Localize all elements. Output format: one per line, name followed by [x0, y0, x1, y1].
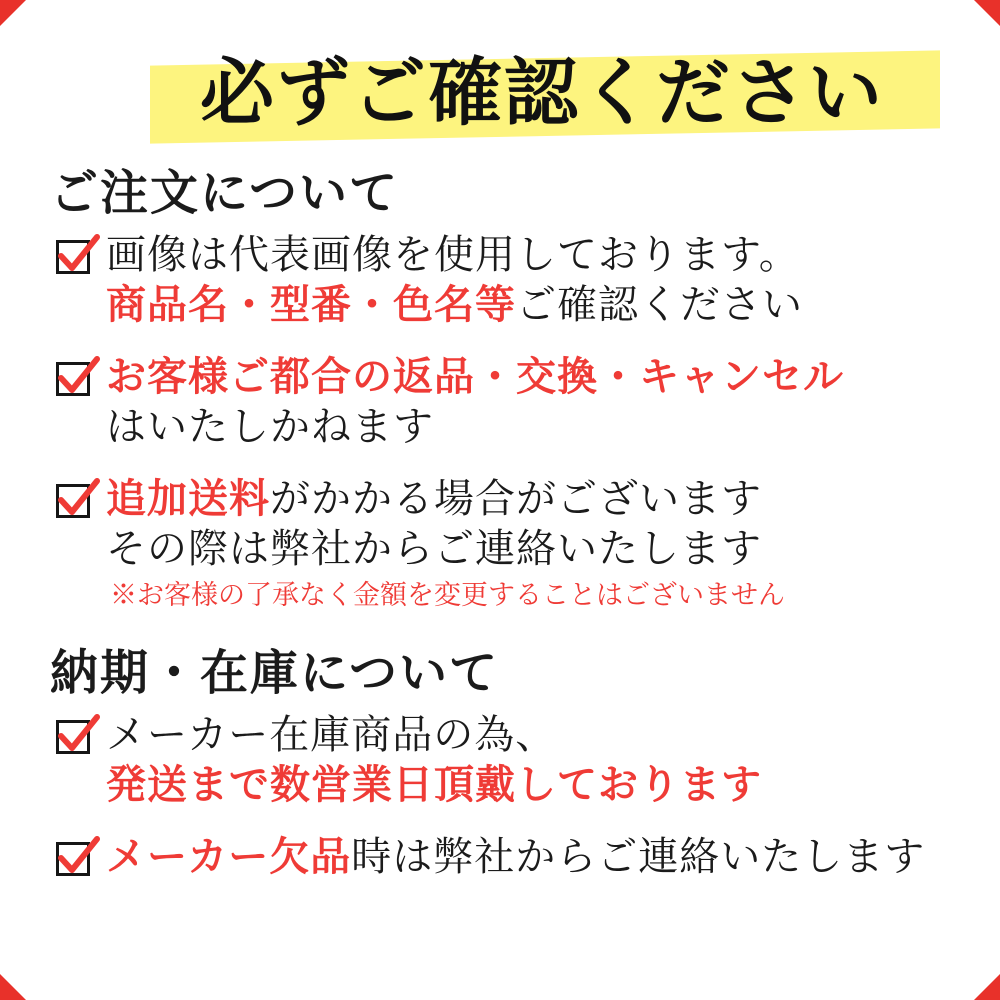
list-item-line [106, 832, 958, 882]
normal-text: 時は弊社からご連絡いたします [351, 834, 926, 880]
checkbox-checked-icon [54, 358, 96, 400]
list-item [54, 832, 958, 882]
list-item [54, 474, 958, 616]
list-item-line [106, 280, 958, 330]
list-item-note: ※お客様の了承なく金額を変更することはございません [110, 580, 785, 611]
checkbox-checked-icon [54, 480, 96, 522]
list-item [54, 352, 958, 452]
list-item-line: メーカー在庫商品の為、 [106, 712, 557, 758]
normal-text: がかかる場合がございます [270, 476, 762, 522]
emphasis-text: メーカー欠品 [106, 833, 352, 880]
list-item-line: 発送まで数営業日頂戴しております [106, 761, 762, 808]
normal-text: ご確認ください [516, 282, 803, 328]
list-item-line: はいたしかねます [106, 404, 434, 450]
section-heading-orders: ご注文について [50, 165, 400, 221]
list-item-line [106, 474, 958, 524]
emphasis-text: 追加送料 [106, 475, 270, 522]
list-item-line: その際は弊社からご連絡いたします [106, 526, 762, 572]
list-item [54, 710, 958, 810]
list-item-line: 画像は代表画像を使用しております。 [106, 232, 800, 278]
section-heading-delivery: 納期・在庫について [50, 645, 500, 701]
headline-block [42, 36, 958, 152]
page-title: 必ずご確認ください [200, 50, 884, 136]
emphasis-text: 商品名・型番・色名等 [106, 281, 516, 328]
list-item-line: お客様ご都合の返品・交換・キャンセル [106, 353, 844, 400]
checkbox-checked-icon [54, 716, 96, 758]
list-item [54, 230, 958, 330]
checkbox-checked-icon [54, 236, 96, 278]
checkbox-checked-icon [54, 838, 96, 880]
